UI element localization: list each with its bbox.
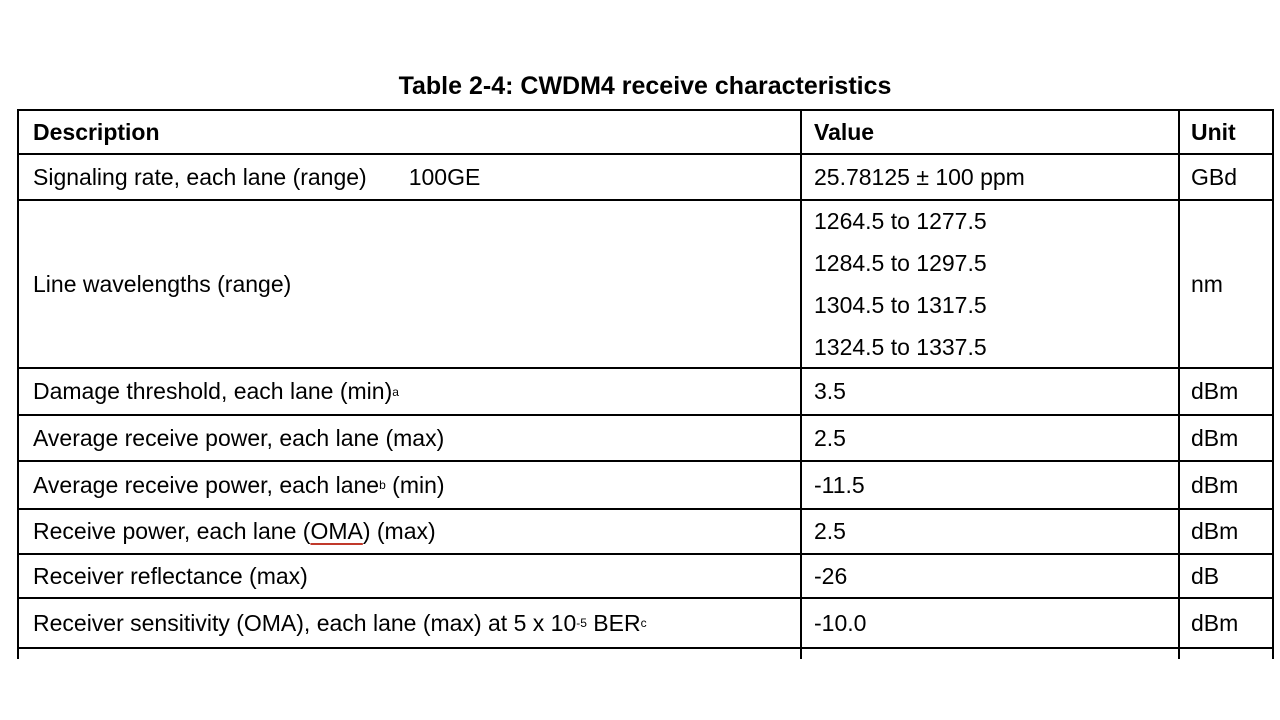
row-description: Average receive power, each lane (max)	[19, 416, 802, 460]
table-row	[19, 599, 1272, 649]
row-unit: GBd	[1191, 163, 1238, 190]
spellcheck-marked-word[interactable]: OMA	[310, 518, 363, 544]
row-unit: dB	[1191, 562, 1220, 589]
header-description: Description	[19, 111, 802, 153]
row-description	[19, 510, 802, 553]
row-unit: dBm	[1191, 378, 1239, 404]
table-row-cut-off	[19, 649, 1272, 659]
table-header-row	[19, 111, 1272, 155]
row-value: 3.5	[802, 369, 1180, 414]
description-text: Damage threshold, each lane (min)	[33, 378, 393, 404]
wavelength-range: 1324.5 to 1337.5	[814, 334, 987, 360]
row-value-list	[802, 201, 1180, 367]
table-row	[19, 416, 1272, 462]
description-suffix: ) (max)	[362, 518, 436, 544]
row-description: Damage threshold, each lane (min) a	[19, 369, 802, 414]
table-caption: Table 2-4: CWDM4 receive characteristics	[398, 72, 892, 100]
header-unit: Unit	[1191, 118, 1236, 145]
description-suffix: BER	[586, 609, 641, 636]
row-value: 2.5	[802, 510, 1180, 553]
table-row	[19, 369, 1272, 416]
row-unit: nm	[1191, 270, 1223, 297]
row-description: Line wavelengths (range)	[19, 201, 802, 367]
row-unit: dBm	[1191, 424, 1239, 451]
row-description: Receiver sensitivity (OMA), each lane (max) at 5 x 10 -5 BER c	[19, 599, 802, 647]
receive-characteristics-table	[17, 109, 1274, 659]
wavelength-range: 1284.5 to 1297.5	[814, 250, 987, 276]
row-value: -10.0	[802, 599, 1180, 647]
table-row	[19, 201, 1272, 369]
description-text: Average receive power, each lane	[33, 471, 380, 498]
row-value	[802, 649, 1180, 659]
row-value: -11.5	[802, 462, 1180, 508]
row-description: Average receive power, each lane b (min)	[19, 462, 802, 508]
description-text: Signaling rate, each lane (range)	[33, 163, 367, 190]
table-row	[19, 555, 1272, 599]
header-value: Value	[802, 111, 1180, 153]
row-description	[19, 155, 802, 199]
description-text: Receive power, each lane (	[33, 518, 311, 544]
description-note: 100GE	[408, 163, 481, 190]
row-unit: dBm	[1191, 518, 1239, 544]
row-value: 25.78125 ± 100 ppm	[802, 155, 1180, 199]
description-text: Receiver sensitivity (OMA), each lane (max) at 5 x 10	[33, 609, 577, 636]
row-unit: dBm	[1191, 609, 1239, 636]
table-row	[19, 155, 1272, 201]
wavelength-range: 1264.5 to 1277.5	[814, 208, 987, 234]
row-value: -26	[802, 555, 1180, 597]
description-suffix: (min)	[385, 471, 445, 498]
table-row	[19, 462, 1272, 510]
row-unit: dBm	[1191, 471, 1239, 498]
row-value: 2.5	[802, 416, 1180, 460]
wavelength-range: 1304.5 to 1317.5	[814, 292, 987, 318]
row-description	[19, 649, 802, 659]
row-description: Receiver reflectance (max)	[19, 555, 802, 597]
table-row	[19, 510, 1272, 555]
row-unit	[1180, 649, 1268, 659]
